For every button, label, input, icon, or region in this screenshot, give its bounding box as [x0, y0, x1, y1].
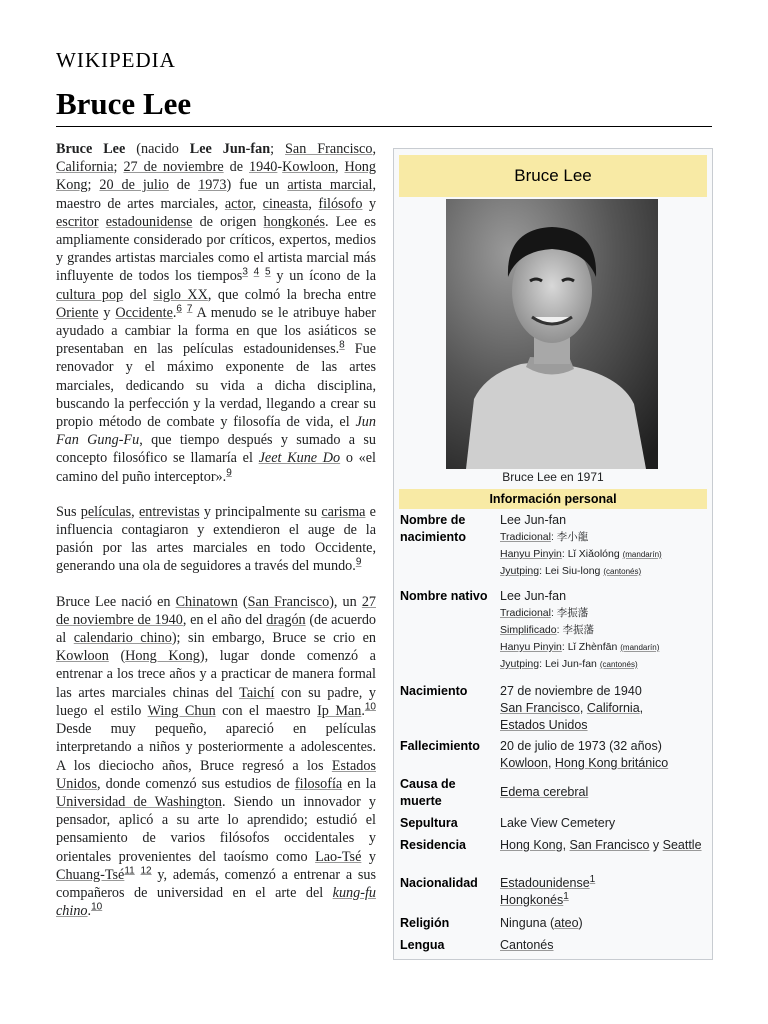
ref-3[interactable]: 3 — [242, 266, 248, 278]
text: e influencia contagiaron y extendieron el auge de la pasión por las artes marciales en todo Occidente, generando una ola de seguidores a través del mundo. — [56, 503, 376, 575]
text: ); sin embargo, Bruce se crio en — [171, 630, 377, 647]
ref-8[interactable]: 8 — [339, 339, 345, 351]
text: . — [87, 903, 92, 920]
value-line — [500, 605, 708, 622]
text: ), un — [329, 593, 362, 610]
text: . — [172, 304, 177, 321]
text: : 李振藩 — [550, 607, 589, 619]
link-tradicional[interactable]: Tradicional — [500, 531, 551, 543]
text: con su padre, y luego el estilo — [56, 684, 376, 719]
infobox — [393, 148, 713, 960]
birth-name: Lee Jun-fan — [189, 141, 271, 157]
label: Sepultura — [400, 816, 458, 830]
text: : Lǐ Zhènfān — [561, 641, 618, 653]
ref-4[interactable]: 4 — [253, 266, 260, 278]
text: Desde muy pequeño, apareció en películas interpretando a niños y posteriormente a adolescentes. A los dieciocho años, Bruce regresó a los — [56, 721, 376, 774]
link-california[interactable]: California — [56, 159, 114, 176]
label: Nombre de nacimiento — [400, 513, 466, 544]
ref-1[interactable]: 1 — [589, 873, 596, 885]
link-entrevistas[interactable]: entrevistas — [138, 503, 200, 520]
text: y — [361, 848, 377, 865]
text: o «el camino del puño interceptor». — [56, 450, 376, 485]
text: (nacido — [125, 141, 190, 157]
value — [500, 837, 708, 854]
text: , — [372, 141, 376, 157]
ref-12[interactable]: 12 — [140, 864, 152, 876]
tag-mandarin-2[interactable]: (mandarín) — [620, 643, 660, 652]
label: Lengua — [400, 938, 445, 952]
link-simplificado[interactable]: Simplificado — [500, 624, 557, 636]
label: Residencia — [400, 838, 467, 852]
text: ), lugar donde comenzó a entrenar a los trece años y a practicar de manera formal las artes marciales chinas del — [56, 648, 376, 701]
link-wing-chun[interactable]: Wing Chun — [147, 702, 216, 719]
text: ; — [87, 177, 100, 194]
text: ) fue un — [226, 177, 288, 194]
text: de — [168, 177, 199, 194]
text: , donde comenzó sus estudios de — [97, 775, 295, 792]
link-kowloon[interactable]: Kowloon — [282, 159, 335, 176]
text: : Lei Siu-long — [539, 565, 601, 577]
link-jyutping[interactable]: Jyutping — [500, 565, 540, 577]
label: Nacimiento — [400, 684, 468, 698]
value-line: Lee Jun-fan — [500, 589, 567, 603]
value: Lake View Cemetery — [500, 816, 616, 830]
value — [500, 784, 708, 801]
value-line — [500, 622, 708, 639]
link-kung-fu-chino[interactable]: kung-fu chino — [56, 884, 376, 920]
text: Ninguna ( — [500, 916, 555, 930]
text: y — [649, 838, 663, 852]
text: y principalmente su — [199, 503, 322, 520]
text: , — [579, 701, 587, 715]
link-dragon[interactable]: dragón — [266, 611, 306, 628]
influence-paragraph — [56, 503, 376, 576]
value-line: 27 de noviembre de 1940 — [500, 684, 642, 698]
link-edema-cerebral[interactable]: Edema cerebral — [500, 785, 589, 799]
value-line — [500, 875, 708, 892]
ref-11[interactable]: 11 — [124, 864, 135, 876]
text: Sus — [56, 503, 81, 520]
text: en la — [342, 775, 376, 792]
portrait-illustration — [446, 199, 658, 469]
text: A menudo se le atribuye haber ayudado a cambiar la forma en que los asiáticos se presentaban en las películas estadounidenses. — [56, 304, 376, 358]
ref-6[interactable]: 6 — [176, 303, 182, 315]
link-actor[interactable]: actor — [224, 195, 253, 212]
link-estadounidense[interactable]: estadounidense — [105, 213, 193, 230]
value-line — [500, 563, 708, 580]
link-chuang-tse[interactable]: Chuang-Tsé — [56, 866, 125, 883]
link-cantones[interactable]: Cantonés — [500, 938, 554, 952]
link-occidente[interactable]: Occidente — [115, 304, 173, 321]
text: , maestro de artes marciales, — [56, 177, 376, 212]
article-body — [56, 140, 376, 937]
tag-mandarin[interactable]: (mandarín) — [622, 550, 662, 559]
text: , que colmó la brecha entre — [207, 286, 377, 303]
text: y — [362, 195, 377, 212]
text: : Lǐ Xiǎolóng — [561, 548, 620, 560]
label: Causa de muerte — [400, 777, 456, 808]
ref-10b[interactable]: 10 — [91, 901, 103, 913]
link-kowloon-3[interactable]: Kowloon — [500, 756, 548, 770]
link-artista-marcial[interactable]: artista marcial — [287, 177, 373, 194]
text: . Siendo un innovador y pensador, aplicó a su arte lo aprendido; estudió el pensamiento de varios filósofos occidentales y orientales provenientes del taoísmo como — [56, 793, 376, 865]
text: ( — [237, 593, 248, 610]
text: . — [361, 702, 365, 719]
link-ip-man[interactable]: Ip Man — [317, 702, 362, 719]
link-peliculas[interactable]: películas — [80, 503, 132, 520]
text: ; — [270, 141, 286, 157]
link-hong-kong-3[interactable]: Hong Kong — [500, 838, 563, 852]
value-line: 20 de julio de 1973 (32 años) — [500, 739, 662, 753]
subject-name: Bruce Lee — [56, 141, 126, 157]
ref-7[interactable]: 7 — [186, 303, 193, 315]
link-calendario-chino[interactable]: calendario chino — [73, 630, 172, 647]
link-hong-kong-britanico[interactable]: Hong Kong británico — [554, 756, 669, 770]
text: y, además, comenzó a entrenar a sus compañeros de universidad en el arte del — [56, 866, 377, 901]
text: . Lee es ampliamente considerado por críticos, expertos, medios y grandes artistas marciales como el artista marcial más influyente de todos los tiempos — [56, 213, 376, 285]
value-line — [500, 755, 708, 772]
text: de — [223, 159, 250, 176]
value — [500, 683, 708, 734]
value-line — [500, 529, 708, 546]
link-ateo[interactable]: ateo — [554, 916, 579, 930]
text: con el maestro — [215, 702, 318, 719]
link-hanyu-pinyin[interactable]: Hanyu Pinyin — [500, 548, 562, 560]
link-27-noviembre[interactable]: 27 de noviembre — [123, 159, 224, 176]
link-oriente[interactable]: Oriente — [56, 304, 99, 321]
jun-fan-gung-fu: Jun Fan Gung-Fu — [56, 414, 376, 449]
link-jeet-kune-do[interactable]: Jeet Kune Do — [258, 450, 341, 467]
link-california-2[interactable]: California — [586, 701, 640, 715]
text: : Lei Jun-fan — [539, 658, 597, 670]
ref-9b[interactable]: 9 — [355, 556, 362, 568]
label: Religión — [400, 916, 450, 930]
link-cultura-pop[interactable]: cultura pop — [56, 286, 124, 303]
link-tradicional-2[interactable]: Tradicional — [500, 607, 551, 619]
link-jyutping-2[interactable]: Jyutping — [500, 658, 540, 670]
value-line — [500, 892, 708, 909]
link-cineasta[interactable]: cineasta — [262, 195, 309, 212]
label: Fallecimiento — [400, 739, 480, 753]
link-hongkones-2[interactable]: Hongkonés — [500, 893, 564, 907]
portrait-photo[interactable] — [446, 199, 658, 469]
value-line: Lee Jun-fan — [500, 513, 567, 527]
portrait-caption: Bruce Lee en 1971 — [502, 470, 604, 484]
text: , — [562, 838, 570, 852]
link-escritor[interactable]: escritor — [56, 213, 99, 230]
tag-cantones[interactable]: (cantonés) — [603, 567, 642, 576]
text: , — [308, 195, 319, 212]
text: Bruce Lee nació en — [56, 593, 176, 610]
wikipedia-wordmark[interactable]: WIKIPEDIA — [56, 48, 176, 72]
link-estados-unidos[interactable]: Estados Unidos — [56, 757, 376, 792]
link-20-julio[interactable]: 20 de julio — [99, 177, 169, 194]
text: ; — [113, 159, 124, 176]
link-filosofia[interactable]: filosofía — [294, 775, 343, 792]
value-line — [500, 639, 708, 656]
link-universidad-washington[interactable]: Universidad de Washington — [56, 793, 223, 810]
intro-paragraph — [56, 140, 376, 486]
text: Fue renovador y el máximo exponente de las artes marciales, dedicando su vida a dicha disciplina, buscando la perfección y la verdad, llegando a crear su propio método de combate y filosofía de vida, el — [56, 341, 376, 431]
ref-5[interactable]: 5 — [265, 266, 271, 278]
text: , — [547, 756, 555, 770]
link-lao-tse[interactable]: Lao-Tsé — [315, 848, 362, 865]
text: , — [131, 503, 139, 520]
link-hanyu-pinyin-2[interactable]: Hanyu Pinyin — [500, 641, 562, 653]
ref-9[interactable]: 9 — [226, 466, 232, 478]
value — [500, 738, 708, 772]
link-birth-date[interactable]: 27 de noviembre de 1940 — [56, 593, 376, 628]
link-filosofo[interactable]: filósofo — [318, 195, 363, 212]
text — [99, 214, 106, 230]
text: del — [123, 286, 154, 303]
link-siglo-xx[interactable]: siglo XX — [153, 286, 208, 303]
link-san-francisco-4[interactable]: San Francisco — [569, 838, 650, 852]
text: - — [277, 159, 283, 176]
link-hongkones[interactable]: hongkonés — [263, 213, 326, 230]
ref-1b[interactable]: 1 — [563, 890, 569, 902]
text: , — [334, 159, 345, 176]
text: , — [252, 195, 263, 212]
value-line — [500, 656, 708, 673]
label: Nombre nativo — [400, 589, 488, 603]
ref-10[interactable]: 10 — [364, 701, 376, 713]
section-header-personal: Información personal — [399, 489, 707, 509]
link-san-francisco-2[interactable]: San Francisco — [247, 593, 330, 610]
text: , en el año del — [182, 611, 267, 628]
link-taichi[interactable]: Taichí — [239, 684, 275, 701]
text: ( — [108, 648, 126, 665]
biography-paragraph — [56, 593, 376, 921]
text: (de acuerdo al — [56, 611, 377, 647]
link-estados-unidos-2[interactable]: Estados Unidos — [500, 718, 588, 732]
label: Nacionalidad — [400, 876, 478, 890]
value-line — [500, 700, 708, 717]
value — [500, 915, 708, 932]
link-estadounidense-2[interactable]: Estadounidense — [500, 876, 590, 890]
text: , — [639, 701, 644, 715]
text: : 李振藩 — [556, 624, 594, 636]
link-chinatown[interactable]: Chinatown — [175, 593, 238, 610]
text: ) — [578, 916, 583, 930]
page-title: Bruce Lee — [56, 86, 192, 121]
text: de origen — [192, 213, 264, 230]
value — [500, 512, 708, 580]
link-seattle[interactable]: Seattle — [662, 838, 702, 852]
link-hong-kong-2[interactable]: Hong Kong — [125, 648, 200, 665]
link-1973[interactable]: 1973 — [198, 177, 227, 194]
tag-cantones-2[interactable]: (cantonés) — [599, 660, 638, 669]
text: y un ícono de la — [270, 268, 376, 285]
link-san-francisco[interactable]: San Francisco — [285, 141, 373, 157]
value — [500, 937, 708, 954]
link-kowloon-2[interactable]: Kowloon — [56, 648, 109, 665]
text: , que tiempo después y sumado a su concepto filosófico se llamaría el — [56, 432, 376, 467]
text: y — [98, 304, 116, 321]
value — [500, 875, 708, 909]
link-carisma[interactable]: carisma — [321, 503, 366, 520]
link-hong-kong[interactable]: Hong Kong — [56, 159, 376, 194]
value-line — [500, 546, 708, 563]
text: : 李小龍 — [550, 531, 589, 543]
value — [500, 588, 708, 673]
title-divider — [56, 126, 712, 127]
infobox-title: Bruce Lee — [399, 155, 707, 197]
link-san-francisco-3[interactable]: San Francisco — [500, 701, 580, 715]
link-1940[interactable]: 1940 — [249, 159, 278, 176]
